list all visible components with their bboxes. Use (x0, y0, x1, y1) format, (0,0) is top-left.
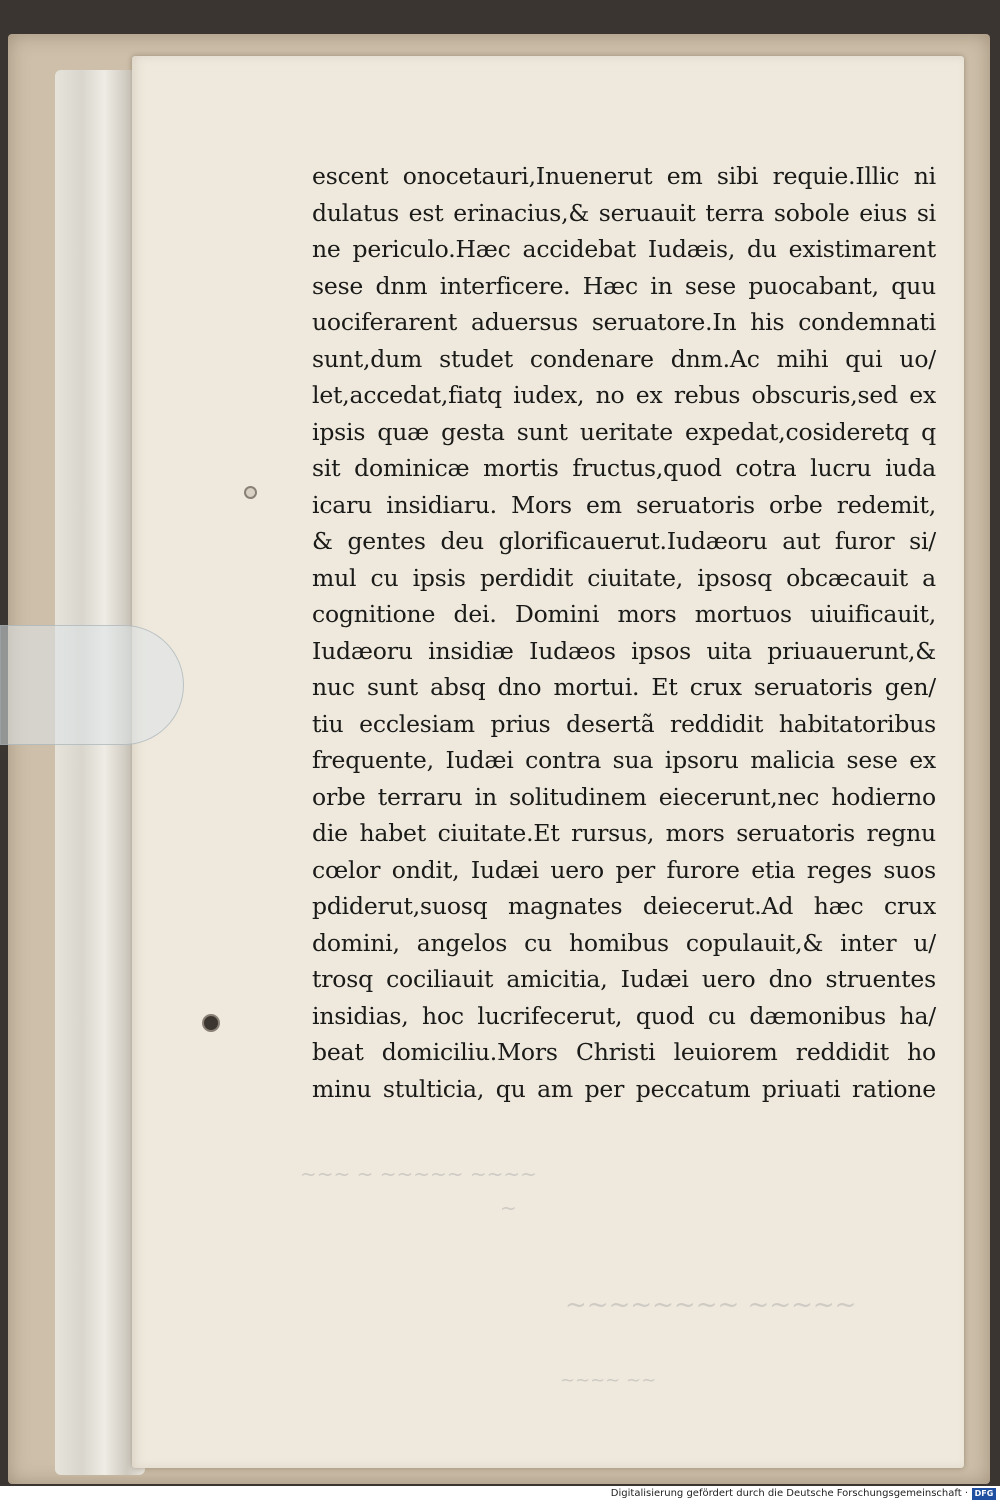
text-line: icaru insidiaru. Mors em seruatoris orbe redemit, (312, 490, 936, 519)
footer-credit: Digitalisierung gefördert durch die Deutsche Forschungsgemeinschaft · (610, 1488, 968, 1499)
binding-hole (244, 486, 257, 499)
text-line: domini, angelos cu homibus copulauit,& inter u/ (312, 928, 936, 957)
text-line: escent onocetauri,Inuenerut em sibi requie.Illic ni (312, 162, 936, 190)
text-line: sese dnm interficere. Hæc in sese puocabant, quu (312, 271, 936, 300)
text-line: die habet ciuitate.Et rursus, mors seruatoris regnu (312, 819, 936, 847)
text-line: ne periculo.Hæc accidebat Iudæis, du existimarent (312, 235, 936, 263)
text-line: mul cu ipsis perdidit ciuitate, ipsosq obcæcauit a (312, 563, 936, 592)
text-line: sunt,dum studet condenare dnm.Ac mihi qui uo/ (312, 344, 936, 373)
bleed-through-text: ~ (500, 1196, 517, 1220)
text-line: frequente, Iudæi contra sua ipsoru malicia sese ex (312, 746, 936, 774)
text-line: & gentes deu glorificauerut.Iudæoru aut furor si/ (312, 527, 936, 555)
text-line: sit dominicæ mortis fructus,quod cotra lucru iuda (312, 454, 936, 482)
bleed-through-text: ~~~ ~ ~~~~~ ~~~~ (300, 1162, 537, 1186)
text-line: nuc sunt absq dno mortui. Et crux seruatoris gen/ (312, 673, 936, 701)
dfg-logo[interactable]: DFG (972, 1488, 996, 1500)
text-line: cognitione dei. Domini mors mortuos uiuificauit, (312, 600, 936, 628)
text-line: cœlor ondit, Iudæi uero per furore etia reges suos (312, 855, 936, 884)
text-line: insidias, hoc lucrifecerut, quod cu dæmonibus ha/ (312, 1001, 936, 1030)
text-line: pdiderut,suosq magnates deiecerut.Ad hæc crux (312, 892, 936, 920)
text-line: Iudæoru insidiæ Iudæos ipsos uita priuauerunt,& (312, 636, 936, 665)
text-line: tiu ecclesiam prius desertã reddidit habitatoribus (312, 709, 936, 738)
bleed-through-stamp: ~~~~ ~~ (560, 1370, 657, 1391)
bleed-through-stamp: ~~~~~~~~ ~~~~~ (565, 1290, 857, 1320)
text-line: orbe terraru in solitudinem eiecerunt,nec hodierno (312, 782, 936, 811)
text-line: dulatus est erinacius,& seruauit terra sobole eius si (312, 198, 936, 227)
text-line: uociferarent aduersus seruatore.In his condemnati (312, 308, 936, 336)
text-line: minu stulticia, qu am per peccatum priuati ratione (312, 1074, 936, 1103)
binding-hole (202, 1014, 220, 1032)
text-line: ipsis quæ gesta sunt ueritate expedat,cosideretq q (312, 417, 936, 446)
text-line: beat domiciliu.Mors Christi leuiorem reddidit ho (312, 1038, 936, 1066)
page-clip (0, 625, 184, 745)
text-line: let,accedat,fiatq iudex, no ex rebus obscuris,sed ex (312, 381, 936, 409)
text-line: trosq cociliauit amicitia, Iudæi uero dno struentes (312, 965, 936, 993)
page-text (312, 158, 936, 1107)
